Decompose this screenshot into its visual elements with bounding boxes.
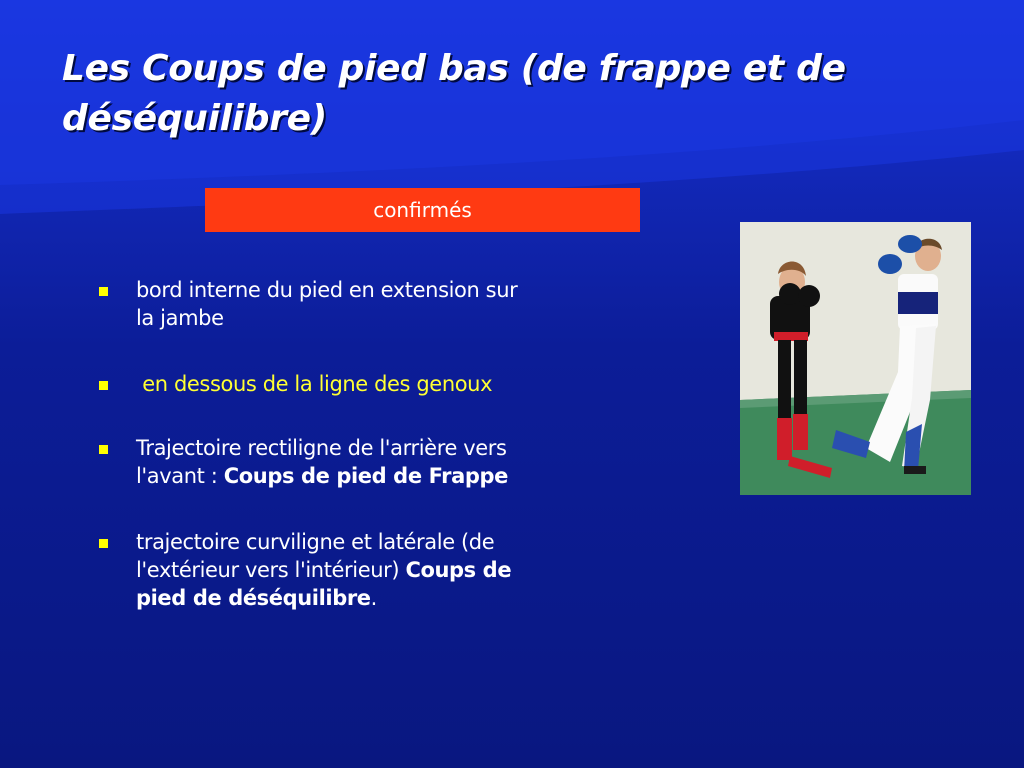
level-banner-label: confirmés xyxy=(373,198,472,222)
bullet-bold-text: Coups de pied de déséquilibre xyxy=(136,558,512,610)
bullet-item xyxy=(96,276,536,332)
square-bullet-icon xyxy=(99,539,108,548)
bullet-item xyxy=(96,434,536,490)
bullet-list xyxy=(96,276,536,612)
kickboxing-illustration xyxy=(740,222,971,495)
square-bullet-icon xyxy=(99,287,108,296)
level-banner xyxy=(205,188,640,232)
bullet-text: Trajectoire rectiligne de l'arrière vers l'avant : xyxy=(136,436,507,488)
bullet-text: bord interne du pied en extension sur la jambe xyxy=(136,278,518,330)
slide-title: Les Coups de pied bas (de frappe et de déséquilibre) xyxy=(62,48,846,139)
bullet-text: trajectoire curviligne et latérale (de l'extérieur vers l'intérieur) xyxy=(136,530,495,582)
bullet-bold-text: Coups de pied de Frappe xyxy=(223,464,509,488)
square-bullet-icon xyxy=(99,445,108,454)
bullet-item xyxy=(96,528,536,612)
bullet-item xyxy=(96,370,536,398)
bullet-text: en dessous de la ligne des genoux xyxy=(136,372,493,396)
bullet-text-end: . xyxy=(370,586,377,610)
kickboxing-photo xyxy=(740,222,971,495)
square-bullet-icon xyxy=(99,381,108,390)
